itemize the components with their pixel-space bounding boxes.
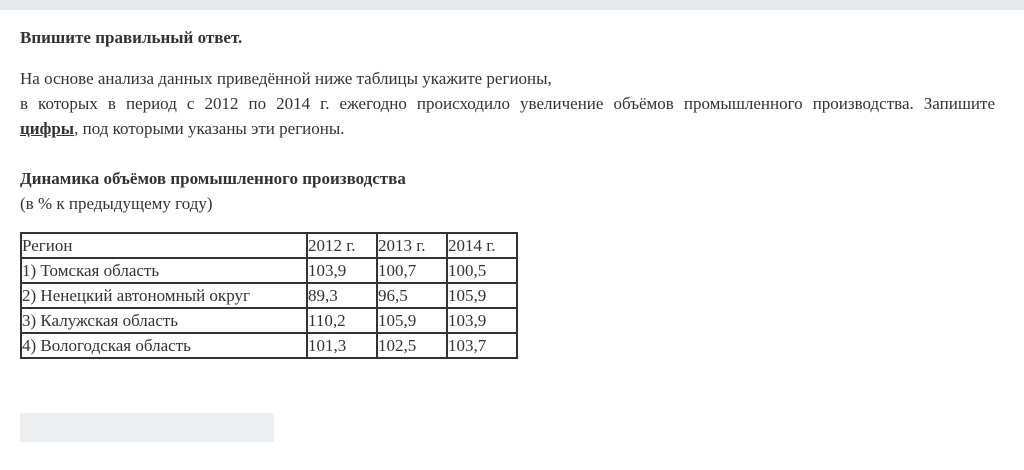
data-table bbox=[20, 232, 518, 359]
table-cell: 105,9 bbox=[377, 308, 447, 333]
table-cell: 3) Калужская область bbox=[21, 308, 307, 333]
table-cell: 1) Томская область bbox=[21, 258, 307, 283]
table-cell: 2) Ненецкий автономный округ bbox=[21, 283, 307, 308]
table-subtitle: (в % к предыдущему году) bbox=[20, 194, 213, 213]
table-cell: 100,5 bbox=[447, 258, 517, 283]
table-row bbox=[21, 258, 517, 283]
table-row bbox=[21, 308, 517, 333]
question-line-2: в которых в период с 2012 по 2014 г. ежегодно происходило увеличение объёмов промышленного производства. Запишите bbox=[20, 94, 995, 113]
table-title: Динамика объёмов промышленного производства bbox=[20, 169, 406, 188]
header-cell-2013: 2013 г. bbox=[377, 233, 447, 258]
table-cell: 110,2 bbox=[307, 308, 377, 333]
question-content bbox=[20, 27, 995, 359]
instruction-text: Впишите правильный ответ. bbox=[20, 28, 243, 47]
header-cell-2014: 2014 г. bbox=[447, 233, 517, 258]
table-cell: 103,7 bbox=[447, 333, 517, 358]
table-cell: 101,3 bbox=[307, 333, 377, 358]
table-cell: 100,7 bbox=[377, 258, 447, 283]
table-header-row bbox=[21, 233, 517, 258]
table-caption bbox=[20, 166, 995, 216]
table-cell: 96,5 bbox=[377, 283, 447, 308]
question-line-3: , под которыми указаны эти регионы. bbox=[74, 119, 345, 138]
table-cell: 4) Вологодская область bbox=[21, 333, 307, 358]
table-row bbox=[21, 283, 517, 308]
table-cell: 105,9 bbox=[447, 283, 517, 308]
table-cell: 103,9 bbox=[447, 308, 517, 333]
header-cell-region: Регион bbox=[21, 233, 307, 258]
header-cell-2012: 2012 г. bbox=[307, 233, 377, 258]
table-row bbox=[21, 333, 517, 358]
table-cell: 103,9 bbox=[307, 258, 377, 283]
table-cell: 89,3 bbox=[307, 283, 377, 308]
answer-input[interactable] bbox=[20, 413, 274, 442]
top-bar bbox=[0, 0, 1024, 10]
question-line-1: На основе анализа данных приведённой ниже таблицы укажите регионы, bbox=[20, 69, 552, 88]
table-cell: 102,5 bbox=[377, 333, 447, 358]
question-text bbox=[20, 66, 995, 141]
question-emphasis: цифры bbox=[20, 119, 75, 138]
